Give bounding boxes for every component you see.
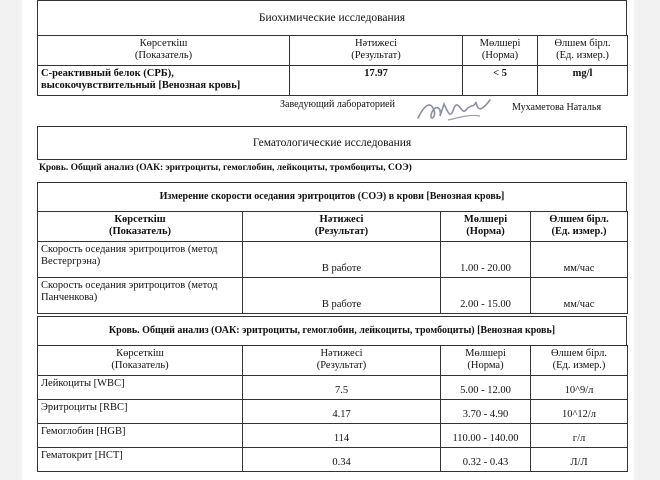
esr-panchenkov-unit: мм/час [531, 278, 628, 314]
header-unit: Өлшем бірл. (Ед. измер.) [531, 212, 628, 242]
header-norm: Мөлшері (Норма) [463, 36, 538, 66]
hemat-subtitle: Кровь. Общий анализ (ОАК: эритроциты, гемоглобин, лейкоциты, тромбоциты, СОЭ) [39, 163, 412, 173]
lab-report-sheet [22, 0, 634, 480]
header-indicator: Көрсеткіш (Показатель) [38, 36, 290, 66]
head-of-lab-name: Мухаметова Наталья [512, 102, 602, 113]
rbc-name: Эритроциты [RBC] [38, 400, 243, 424]
header-norm: Мөлшері (Норма) [441, 212, 531, 242]
hgb-name: Гемоглобин [HGB] [38, 424, 243, 448]
biochem-header-row [38, 36, 628, 66]
hct-norm: 0.32 - 0.43 [441, 448, 531, 472]
esr-table [37, 211, 628, 314]
wbc-norm: 5.00 - 12.00 [441, 376, 531, 400]
cbc-table [37, 345, 628, 472]
table-row [38, 424, 628, 448]
crp-name: С-реактивный белок (СРБ), высокочувствительный [Венозная кровь] [38, 66, 290, 96]
page-left-margin [0, 0, 22, 480]
wbc-unit: 10^9/л [531, 376, 628, 400]
crp-norm: < 5 [463, 66, 538, 96]
esr-title: Измерение скорости оседания эритроцитов (СОЭ) в крови [Венозная кровь] [37, 182, 627, 212]
table-row [38, 278, 628, 314]
esr-westergren-unit: мм/час [531, 242, 628, 278]
table-row [38, 66, 628, 96]
hemat-title: Гематологические исследования [37, 126, 627, 160]
header-norm: Мөлшері (Норма) [441, 346, 531, 376]
header-unit: Өлшем бірл. (Ед. измер.) [538, 36, 628, 66]
hct-unit: Л/Л [531, 448, 628, 472]
hct-name: Гематокрит [HCT] [38, 448, 243, 472]
table-row [38, 448, 628, 472]
hgb-result: 114 [243, 424, 441, 448]
esr-panchenkov-result: В работе [243, 278, 441, 314]
crp-result: 17.97 [290, 66, 463, 96]
header-indicator: Көрсеткіш (Показатель) [38, 346, 243, 376]
table-row [38, 242, 628, 278]
cbc-header-row [38, 346, 628, 376]
rbc-result: 4.17 [243, 400, 441, 424]
crp-unit: mg/l [538, 66, 628, 96]
header-result: Нәтижесі (Результат) [243, 346, 441, 376]
rbc-unit: 10^12/л [531, 400, 628, 424]
biochem-title: Биохимические исследования [37, 0, 627, 36]
head-of-lab-label: Заведующий лабораторией [280, 99, 395, 110]
header-unit: Өлшем бірл. (Ед. измер.) [531, 346, 628, 376]
signature-image [414, 94, 494, 128]
page-right-margin [634, 0, 660, 480]
table-row [38, 376, 628, 400]
wbc-result: 7.5 [243, 376, 441, 400]
table-row [38, 400, 628, 424]
esr-westergren-result: В работе [243, 242, 441, 278]
biochem-table [37, 35, 628, 96]
header-indicator: Көрсеткіш (Показатель) [38, 212, 243, 242]
esr-header-row [38, 212, 628, 242]
header-result: Нәтижесі (Результат) [243, 212, 441, 242]
hct-result: 0.34 [243, 448, 441, 472]
hgb-unit: г/л [531, 424, 628, 448]
wbc-name: Лейкоциты [WBC] [38, 376, 243, 400]
esr-westergren-name: Скорость оседания эритроцитов (метод Вестергрэна) [38, 242, 243, 278]
header-result: Нәтижесі (Результат) [290, 36, 463, 66]
esr-panchenkov-norm: 2.00 - 15.00 [441, 278, 531, 314]
esr-westergren-norm: 1.00 - 20.00 [441, 242, 531, 278]
hgb-norm: 110.00 - 140.00 [441, 424, 531, 448]
rbc-norm: 3.70 - 4.90 [441, 400, 531, 424]
esr-panchenkov-name: Скорость оседания эритроцитов (метод Панченкова) [38, 278, 243, 314]
cbc-title: Кровь. Общий анализ (ОАК: эритроциты, гемоглобин, лейкоциты, тромбоциты) [Венозная кровь] [37, 316, 627, 346]
